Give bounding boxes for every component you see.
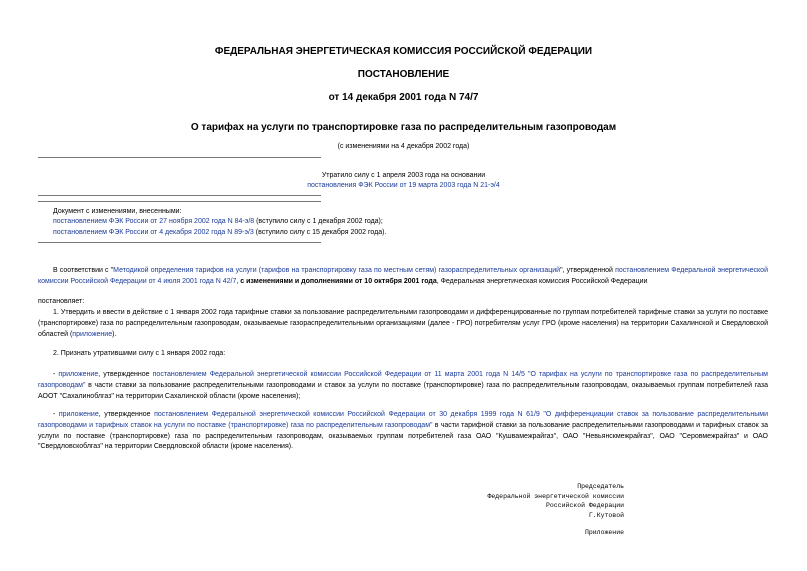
text: ). bbox=[112, 330, 117, 338]
signature-line: Федеральной энергетической комиссии bbox=[487, 492, 624, 500]
text: , утвержденное bbox=[98, 411, 155, 418]
amendments-bold: с изменениями и дополнениями от 10 октября 2001 года bbox=[240, 277, 437, 285]
divider bbox=[38, 157, 321, 158]
doc-title: О тарифах на услуги по транспортировке газа по распределительным газопроводам bbox=[190, 122, 617, 133]
clause-2: 2. Признать утратившими силу с 1 января 2002 года: bbox=[53, 350, 226, 357]
repeal-link[interactable]: постановления ФЭК России от 19 марта 2003 года N 21-э/4 bbox=[307, 182, 500, 189]
text: , bbox=[236, 277, 241, 285]
signature-line: Российской Федерации bbox=[545, 502, 624, 509]
resolution-link[interactable]: постановлением Федеральной энергетической комиссии Российской Федерации от 4 июля 2001 года N 42/7 bbox=[38, 267, 768, 285]
text: В соответствии с " bbox=[53, 267, 114, 274]
text: в части ставки за пользование распределительными газопроводами и ставок за услуги по поставке (транспортировке) газа по распределительным газопроводам, оказываемых группам потребителей газа АООТ "Сахалиноблгаз" на территории Сахалинской области (кроме населения); bbox=[38, 381, 768, 400]
divider bbox=[38, 195, 321, 196]
repealed-item-1 bbox=[38, 370, 768, 402]
signature-line: Председатель bbox=[577, 483, 624, 490]
signature-line: Г.Кутовой bbox=[588, 511, 624, 519]
amendment-item bbox=[53, 217, 383, 227]
divider bbox=[38, 201, 321, 202]
text: , Федеральная энергетическая комиссия Российской Федерации bbox=[436, 277, 648, 285]
amendment-note: (вступило силу с 15 декабря 2002 года). bbox=[253, 229, 387, 236]
appendix-link[interactable]: приложение bbox=[58, 411, 99, 418]
resolution-link[interactable]: постановлением Федеральной энергетической комиссии Российской Федерации от 11 марта 2001 года N 14/5 "О тарифах на услуги по транспортировке газа по распределительным газопроводам" bbox=[38, 371, 768, 389]
doc-type: ПОСТАНОВЛЕНИЕ bbox=[357, 69, 450, 80]
amendment-link[interactable]: постановлением ФЭК России от 27 ноября 2002 года N 84-э/8 bbox=[53, 218, 255, 225]
decides-label: постановляет: bbox=[38, 298, 85, 305]
changes-note: (с изменениями на 4 декабря 2002 года) bbox=[337, 143, 470, 150]
appendix-link[interactable]: приложение bbox=[58, 371, 99, 378]
text: в части тарифной ставки за пользование распределительными газопроводами и тарифных ставок за услуги по поставке (транспортировке) газа по распределительным газопроводам, оказываемых группам потребителей газа ОАО "Кушвамежрайгаз", ОАО "Невьянскмежрайгаз", ОАО "Серовмежрайгаз" и ОАО "Свердловскоблгаз" на территории Свердловской области (кроме населения). bbox=[38, 421, 768, 451]
repealed-item-2 bbox=[38, 410, 768, 453]
status-line: Утратило силу с 1 апреля 2003 года на основании bbox=[321, 172, 486, 179]
status-link-row bbox=[0, 181, 807, 191]
amendment-item bbox=[53, 228, 386, 238]
divider bbox=[38, 242, 321, 243]
amendments-intro: Документ с изменениями, внесенными: bbox=[53, 208, 182, 215]
preamble-paragraph bbox=[38, 266, 768, 288]
amendment-link[interactable]: постановлением ФЭК России от 4 декабря 2002 года N 89-э/3 bbox=[53, 229, 254, 236]
appendix-label: Приложение bbox=[584, 529, 624, 536]
text: ", утвержденной bbox=[560, 267, 616, 274]
text: 1. Утвердить и ввести в действие с 1 января 2002 года тарифные ставки за пользование распределительными газопроводами и дифференцированные по группам потребителей тарифные ставки за услуги по поставке (транспортировке) газа по распределительным газопроводам, оказываемые газораспределительными организациями (далее - ГРО) потребителям услуг ГРО (кроме населения) на территории Сахалинской и Свердловской областей ( bbox=[38, 309, 768, 338]
text: , утвержденное bbox=[98, 371, 153, 378]
methodology-link[interactable]: Методикой определения тарифов на услуги (тарифов на транспортировку газа по местным сетям) газораспределительных организаций bbox=[113, 267, 561, 274]
text: - bbox=[53, 411, 59, 418]
clause-1 bbox=[38, 308, 768, 340]
signature-block bbox=[487, 482, 624, 520]
amendment-note: (вступило силу с 1 декабря 2002 года); bbox=[254, 218, 383, 225]
doc-date-number: от 14 декабря 2001 года N 74/7 bbox=[328, 92, 479, 103]
appendix-link[interactable]: приложение bbox=[72, 330, 113, 338]
org-title: ФЕДЕРАЛЬНАЯ ЭНЕРГЕТИЧЕСКАЯ КОМИССИЯ РОССИЙСКОЙ ФЕДЕРАЦИИ bbox=[214, 46, 593, 57]
text: - bbox=[53, 371, 59, 378]
resolution-link[interactable]: постановлением Федеральной энергетической комиссии Российской Федерации от 30 декабря 1999 года N 61/9 "О дифференциации ставок за пользование распределительными газопроводами и тарифных ставок на услуги по поставке (транспортировке) газа по распределительным газопроводам" bbox=[38, 411, 768, 429]
